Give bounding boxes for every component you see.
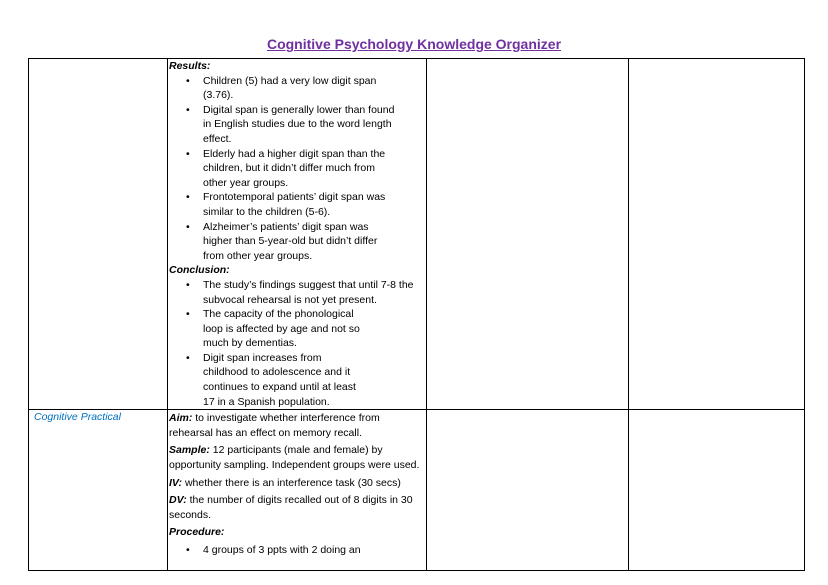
sample-label: Sample: xyxy=(169,444,210,457)
results-heading: Results: xyxy=(169,60,211,72)
dv-text: the number of digits recalled out of 8 digits in 30 seconds. xyxy=(169,494,413,521)
list-item: • Elderly had a higher digit span than the children, but it didn’t differ much from other year groups. xyxy=(203,147,395,191)
conclusion-heading: Conclusion: xyxy=(169,264,230,277)
aim-paragraph xyxy=(169,411,422,440)
content-cell xyxy=(168,410,427,571)
list-item: • Frontotemporal patients’ digit span was similar to the children (5-6). xyxy=(203,190,399,219)
topic-label: Cognitive Practical xyxy=(34,411,121,424)
topic-cell xyxy=(29,410,168,571)
iv-paragraph xyxy=(169,476,422,491)
sample-paragraph xyxy=(169,443,422,472)
dv-paragraph xyxy=(169,493,422,522)
topic-cell xyxy=(29,59,168,410)
list-item: • The capacity of the phonological loop is affected by age and not so much by dementias. xyxy=(203,307,363,351)
list-item: • Children (5) had a very low digit span (3.76). xyxy=(203,74,388,103)
procedure-list xyxy=(169,543,422,558)
empty-cell xyxy=(427,410,629,571)
empty-cell xyxy=(629,410,805,571)
empty-cell xyxy=(427,59,629,410)
page-title: Cognitive Psychology Knowledge Organizer xyxy=(266,36,562,52)
aim-text: to investigate whether interference from rehearsal has an effect on memory recall. xyxy=(169,412,380,439)
iv-label: IV: xyxy=(169,476,183,489)
dv-label: DV: xyxy=(169,494,187,507)
content-cell xyxy=(168,59,427,410)
aim-label: Aim: xyxy=(169,412,193,425)
conclusion-list xyxy=(169,278,422,409)
sample-text: 12 participants (male and female) by opportunity sampling. Independent groups were used. xyxy=(169,444,420,472)
table-row xyxy=(29,410,805,571)
table-row xyxy=(29,59,805,410)
list-item: • Digital span is generally lower than found in English studies due to the word length effect. xyxy=(203,103,403,147)
list-item: • The study’s findings suggest that until 7-8 the subvocal rehearsal is not yet present. xyxy=(203,278,425,307)
procedure-heading: Procedure: xyxy=(169,526,225,539)
iv-text: whether there is an interference task (30 secs) xyxy=(182,476,401,489)
list-item: • 4 groups of 3 ppts with 2 doing an xyxy=(203,543,422,558)
list-item: • Alzheimer’s patients’ digit span was higher than 5-year-old but didn’t differ from other year groups. xyxy=(203,220,391,264)
list-item: • Digit span increases from childhood to adolescence and it continues to expand until at least 17 in a Spanish population. xyxy=(203,351,363,409)
knowledge-organizer-table xyxy=(28,58,805,571)
empty-cell xyxy=(629,59,805,410)
results-list xyxy=(169,74,422,264)
